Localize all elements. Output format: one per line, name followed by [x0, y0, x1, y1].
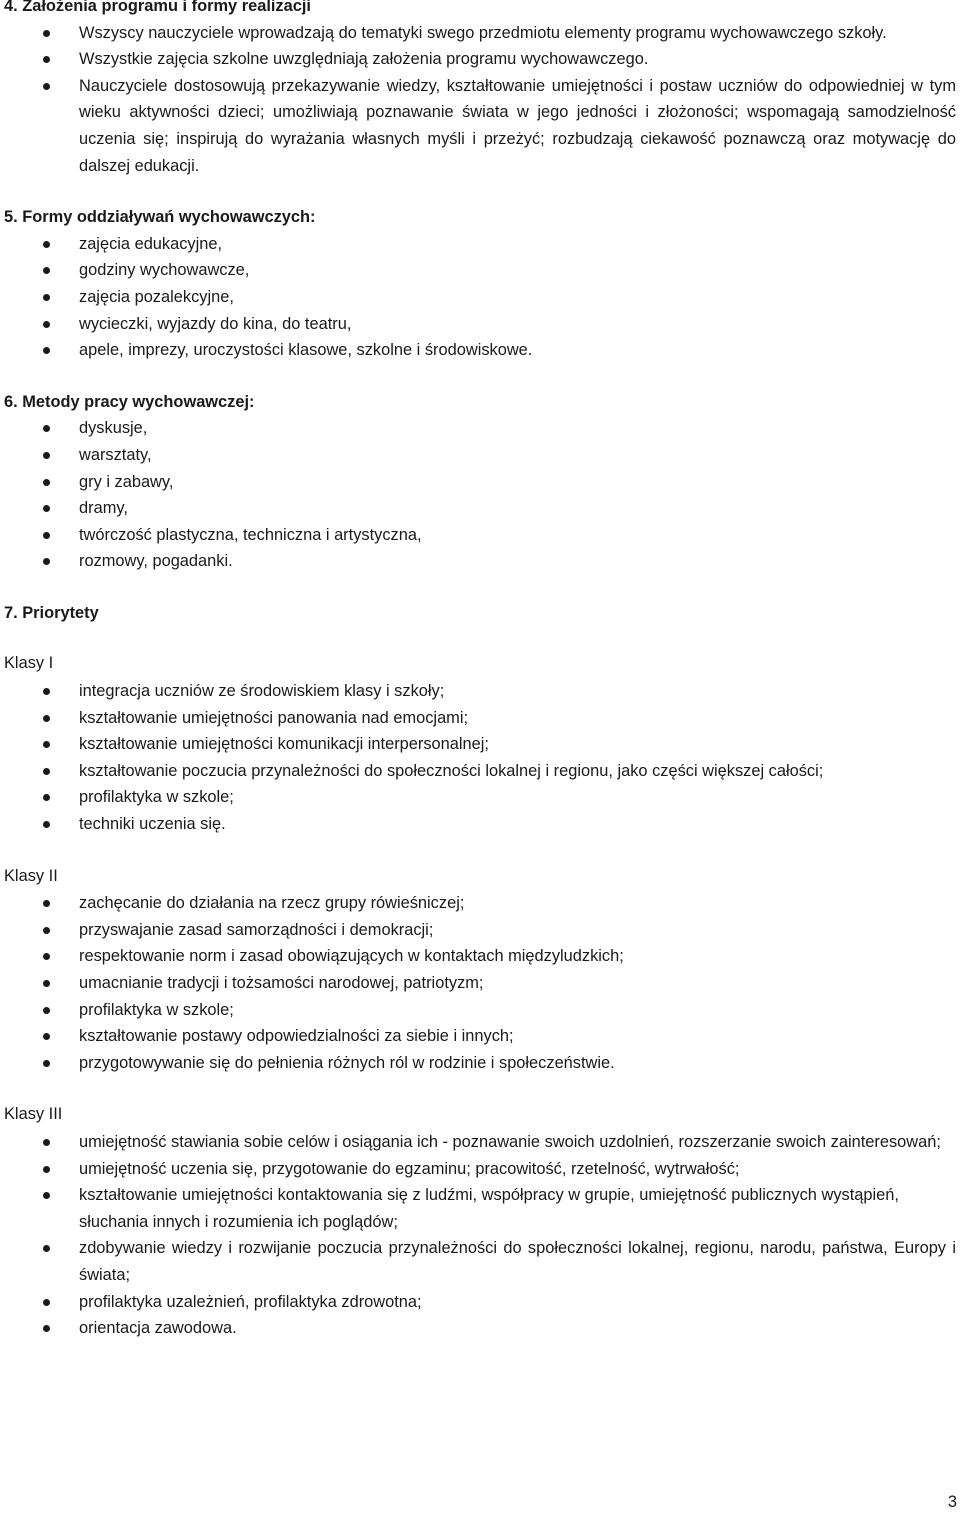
list-item: [0, 548, 960, 575]
list-item: [0, 758, 960, 785]
list-item: [0, 1182, 960, 1235]
list-item: [0, 917, 960, 944]
list-item-text: apele, imprezy, uroczystości klasowe, szkolne i środowiskowe.: [79, 341, 533, 360]
list-item: [0, 1289, 960, 1316]
list-item-text: profilaktyka uzależnień, profilaktyka zdrowotna;: [79, 1292, 422, 1311]
bullet-icon: [43, 347, 50, 354]
bullet-icon: [43, 505, 50, 512]
list-item-text: gry i zabawy,: [79, 472, 174, 491]
section6-list: [0, 415, 960, 575]
list-item-text: kształtowanie umiejętności kontaktowania się z ludźmi, współpracy w grupie, umiejętność publicznych wystąpień, słuchania innych i rozumienia ich poglądów;: [79, 1186, 899, 1231]
bullet-icon: [43, 927, 50, 934]
list-item: [0, 46, 960, 73]
bullet-icon: [43, 741, 50, 748]
list-item-text: przyswajanie zasad samorządności i demokracji;: [79, 920, 434, 939]
bullet-icon: [43, 1325, 50, 1332]
list-item-text: profilaktyka w szkole;: [79, 788, 234, 807]
section4-list: [0, 20, 960, 180]
list-item-text: zachęcanie do działania na rzecz grupy rówieśniczej;: [79, 894, 465, 913]
list-item: [0, 495, 960, 522]
klasy1-list: [0, 678, 960, 838]
bullet-icon: [43, 241, 50, 248]
bullet-icon: [43, 30, 50, 37]
page-number: 3: [947, 1493, 957, 1511]
bullet-icon: [43, 821, 50, 828]
list-item-text: wycieczki, wyjazdy do kina, do teatru,: [79, 314, 352, 333]
list-item-text: godziny wychowawcze,: [79, 261, 250, 280]
list-item: [0, 257, 960, 284]
bullet-icon: [43, 900, 50, 907]
list-item: [0, 678, 960, 705]
list-item: [0, 1156, 960, 1183]
section-heading-5: 5. Formy oddziaływań wychowawczych:: [4, 208, 316, 227]
list-item: [0, 997, 960, 1024]
bullet-icon: [43, 794, 50, 801]
list-item: [0, 522, 960, 549]
list-item-text: Wszystkie zajęcia szkolne uwzględniają założenia programu wychowawczego.: [79, 50, 649, 69]
bullet-icon: [43, 558, 50, 565]
list-item: [0, 73, 960, 179]
list-item: [0, 811, 960, 838]
group-label-klasy-2: Klasy II: [4, 866, 58, 885]
list-item-text: techniki uczenia się.: [79, 815, 226, 834]
bullet-icon: [43, 1192, 50, 1199]
list-item: [0, 705, 960, 732]
bullet-icon: [43, 1139, 50, 1146]
list-item-text: Wszyscy nauczyciele wprowadzają do tematyki swego przedmiotu elementy programu wychowawczego szkoły.: [79, 23, 887, 42]
list-item: [0, 890, 960, 917]
list-item-text: twórczość plastyczna, techniczna i artystyczna,: [79, 525, 422, 544]
list-item-text: umiejętność uczenia się, przygotowanie do egzaminu; pracowitość, rzetelność, wytrwałość;: [79, 1159, 740, 1178]
list-item-text: dramy,: [79, 499, 128, 518]
list-item: [0, 337, 960, 364]
group-label-klasy-1: Klasy I: [4, 654, 54, 673]
list-item-text: integracja uczniów ze środowiskiem klasy i szkoły;: [79, 682, 445, 701]
list-item-text: umiejętność stawiania sobie celów i osiągania ich - poznawanie swoich uzdolnień, rozszerzanie swoich zainteresowań;: [79, 1132, 941, 1151]
list-item-text: Nauczyciele dostosowują przekazywanie wiedzy, kształtowanie umiejętności i postaw uczniów do odpowiedniej w tym wieku aktywności dzieci; umożliwiają poznawanie świata w jego jedności i złożoności; wspomagają samodzielność uczenia się; inspirują do wyrażania własnych myśli i przeżyć; rozbudzają ciekawość poznawczą oraz motywację do dalszej edukacji.: [79, 76, 956, 175]
list-item-text: zajęcia pozalekcyjne,: [79, 287, 234, 306]
list-item: [0, 442, 960, 469]
bullet-icon: [43, 688, 50, 695]
list-item: [0, 469, 960, 496]
bullet-icon: [43, 1060, 50, 1067]
list-item: [0, 943, 960, 970]
list-item-text: kształtowanie umiejętności komunikacji interpersonalnej;: [79, 735, 489, 754]
bullet-icon: [43, 953, 50, 960]
list-item: [0, 970, 960, 997]
bullet-icon: [43, 1245, 50, 1252]
bullet-icon: [43, 425, 50, 432]
bullet-icon: [43, 294, 50, 301]
bullet-icon: [43, 768, 50, 775]
bullet-icon: [43, 56, 50, 63]
bullet-icon: [43, 980, 50, 987]
list-item: [0, 1129, 960, 1156]
bullet-icon: [43, 1007, 50, 1014]
list-item-text: profilaktyka w szkole;: [79, 1000, 234, 1019]
list-item: [0, 284, 960, 311]
section-heading-7: 7. Priorytety: [4, 603, 99, 622]
list-item-text: rozmowy, pogadanki.: [79, 552, 233, 571]
list-item-text: przygotowywanie się do pełnienia różnych ról w rodzinie i społeczeństwie.: [79, 1053, 615, 1072]
section-heading-6: 6. Metody pracy wychowawczej:: [4, 392, 255, 411]
list-item-text: dyskusje,: [79, 419, 148, 438]
bullet-icon: [43, 1166, 50, 1173]
list-item-text: orientacja zawodowa.: [79, 1319, 237, 1338]
bullet-icon: [43, 532, 50, 539]
list-item: [0, 1235, 960, 1288]
group-label-klasy-3: Klasy III: [4, 1105, 63, 1124]
list-item-text: zdobywanie wiedzy i rozwijanie poczucia przynależności do społeczności lokalnej, regionu, narodu, państwa, Europy i świata;: [79, 1239, 956, 1284]
section-heading-4: 4. Założenia programu i formy realizacji: [4, 0, 311, 15]
list-item: [0, 1315, 960, 1342]
bullet-icon: [43, 1299, 50, 1306]
list-item: [0, 311, 960, 338]
list-item: [0, 1023, 960, 1050]
list-item-text: kształtowanie postawy odpowiedzialności za siebie i innych;: [79, 1027, 514, 1046]
list-item: [0, 731, 960, 758]
bullet-icon: [43, 715, 50, 722]
bullet-icon: [43, 83, 50, 90]
klasy2-list: [0, 890, 960, 1076]
list-item: [0, 231, 960, 258]
list-item-text: zajęcia edukacyjne,: [79, 234, 223, 253]
list-item: [0, 784, 960, 811]
bullet-icon: [43, 321, 50, 328]
list-item-text: respektowanie norm i zasad obowiązujących w kontaktach międzyludzkich;: [79, 947, 624, 966]
bullet-icon: [43, 267, 50, 274]
list-item: [0, 1050, 960, 1077]
klasy3-list: [0, 1129, 960, 1342]
list-item-text: warsztaty,: [79, 445, 152, 464]
list-item: [0, 20, 960, 47]
bullet-icon: [43, 452, 50, 459]
list-item-text: umacnianie tradycji i tożsamości narodowej, patriotyzm;: [79, 974, 484, 992]
bullet-icon: [43, 479, 50, 486]
section5-list: [0, 231, 960, 364]
list-item: [0, 415, 960, 442]
bullet-icon: [43, 1033, 50, 1040]
list-item-text: kształtowanie umiejętności panowania nad emocjami;: [79, 708, 469, 727]
list-item-text: kształtowanie poczucia przynależności do społeczności lokalnej i regionu, jako części większej całości;: [79, 761, 824, 780]
